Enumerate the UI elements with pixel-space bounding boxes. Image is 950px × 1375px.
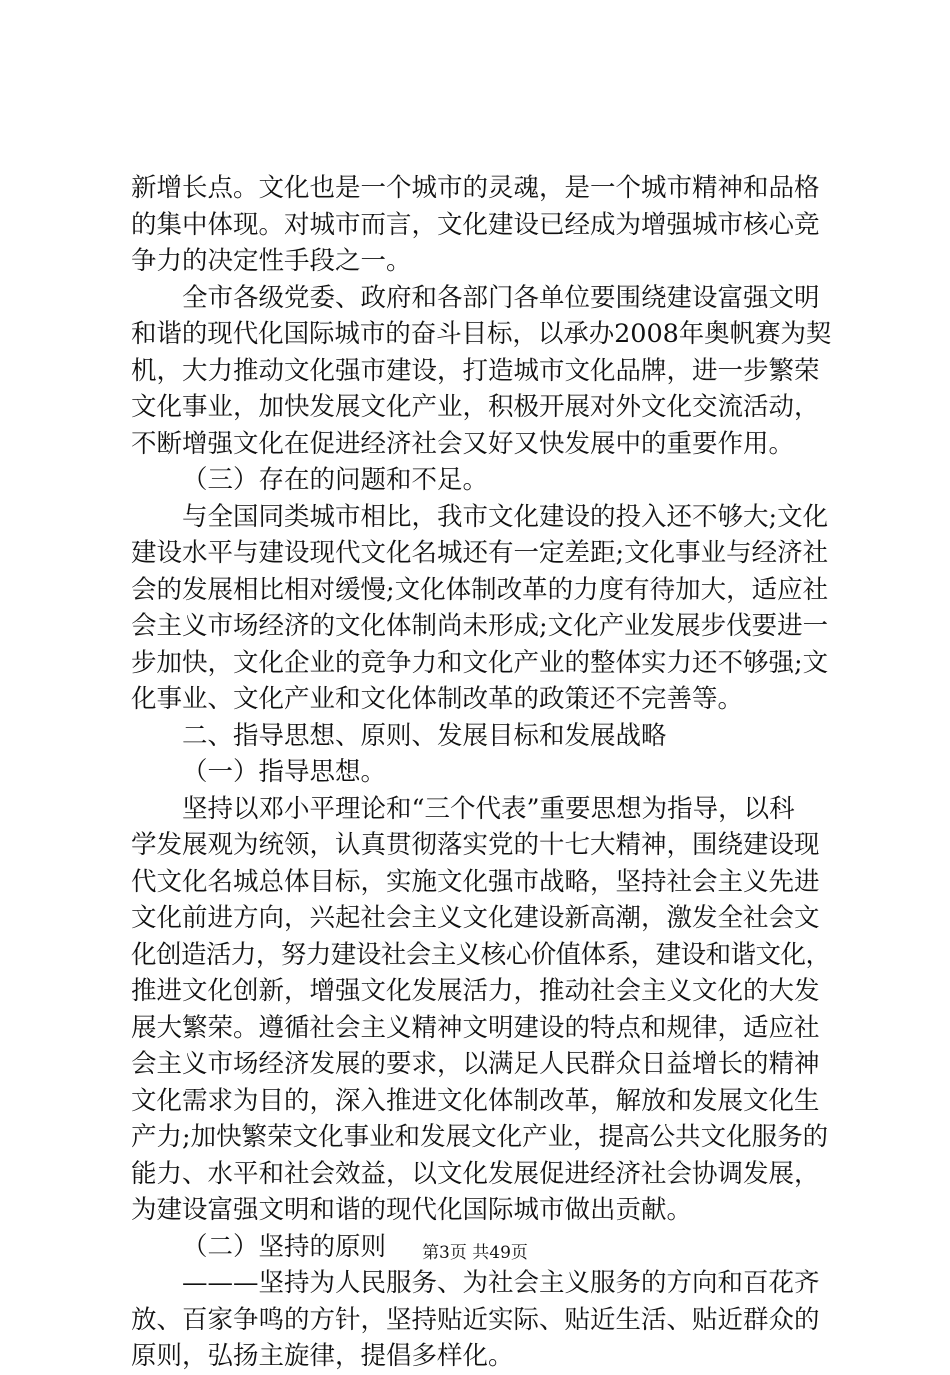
page-number-footer: 第3页 共49页: [422, 1243, 528, 1263]
text-line: （三）存在的问题和不足。: [182, 465, 489, 495]
text-line: 步加快，文化企业的竞争力和文化产业的整体实力还不够强;文: [131, 647, 829, 678]
text-line: 产力;加快繁荣文化事业和发展文化产业，提高公共文化服务的: [131, 1122, 829, 1152]
text-line: 不断增强文化在促进经济社会又好又快发展中的重要作用。: [131, 428, 795, 459]
text-line: 会的发展相比相对缓慢;文化体制改革的力度有待加大，适应社: [131, 574, 829, 605]
text-line: 和谐的现代化国际城市的奋斗目标，以承办2008年奥帆赛为契: [131, 319, 832, 349]
text-line: 为建设富强文明和谐的现代化国际城市做出贡献。: [131, 1195, 693, 1225]
document-body: [131, 170, 831, 1375]
text-line: 会主义市场经济发展的要求，以满足人民群众日益增长的精神: [131, 1049, 820, 1079]
text-line: 原则，弘扬主旋律，提倡多样化。: [131, 1341, 514, 1371]
text-line: 会主义市场经济的文化体制尚未形成;文化产业发展步伐要进一: [131, 611, 829, 641]
text-line: 的集中体现。对城市而言，文化建设已经成为增强城市核心竞: [131, 209, 820, 240]
text-line: （一）指导思想。: [182, 757, 387, 787]
text-line: 能力、水平和社会效益，以文化发展促进经济社会协调发展，: [131, 1158, 820, 1189]
text-line: 新增长点。文化也是一个城市的灵魂，是一个城市精神和品格: [131, 173, 820, 203]
text-line: 代文化名城总体目标，实施文化强市战略，坚持社会主义先进: [131, 866, 820, 897]
text-line: 文化事业，加快发展文化产业，积极开展对外文化交流活动，: [131, 392, 820, 422]
text-line: 二、指导思想、原则、发展目标和发展战略: [182, 720, 667, 751]
text-line: 机，大力推动文化强市建设，打造城市文化品牌，进一步繁荣: [131, 355, 820, 386]
text-line: 争力的决定性手段之一。: [131, 246, 412, 276]
text-line: 推进文化创新，增强文化发展活力，推动社会主义文化的大发: [131, 976, 820, 1006]
text-line: ———坚持为人民服务、为社会主义服务的方向和百花齐: [182, 1268, 820, 1298]
text-line: 建设水平与建设现代文化名城还有一定差距;文化事业与经济社: [131, 538, 829, 568]
text-line: 文化前进方向，兴起社会主义文化建设新高潮，激发全社会文: [131, 903, 820, 933]
text-line: 化创造活力，努力建设社会主义核心价值体系，建设和谐文化，: [131, 939, 831, 970]
text-line: 学发展观为统领，认真贯彻落实党的十七大精神，围绕建设现: [131, 830, 820, 860]
text-line: 展大繁荣。遵循社会主义精神文明建设的特点和规律，适应社: [131, 1012, 820, 1043]
text-line: 化事业、文化产业和文化体制改革的政策还不完善等。: [131, 684, 744, 714]
text-line: 与全国同类城市相比，我市文化建设的投入还不够大;文化: [182, 501, 829, 532]
text-line: 全市各级党委、政府和各部门各单位要围绕建设富强文明: [182, 282, 820, 313]
text-line: 坚持以邓小平理论和“三个代表”重要思想为指导，以科: [182, 793, 795, 824]
text-line: 文化需求为目的，深入推进文化体制改革，解放和发展文化生: [131, 1085, 820, 1116]
text-line: 放、百家争鸣的方针，坚持贴近实际、贴近生活、贴近群众的: [131, 1304, 820, 1335]
text-line: （二）坚持的原则: [182, 1231, 387, 1262]
